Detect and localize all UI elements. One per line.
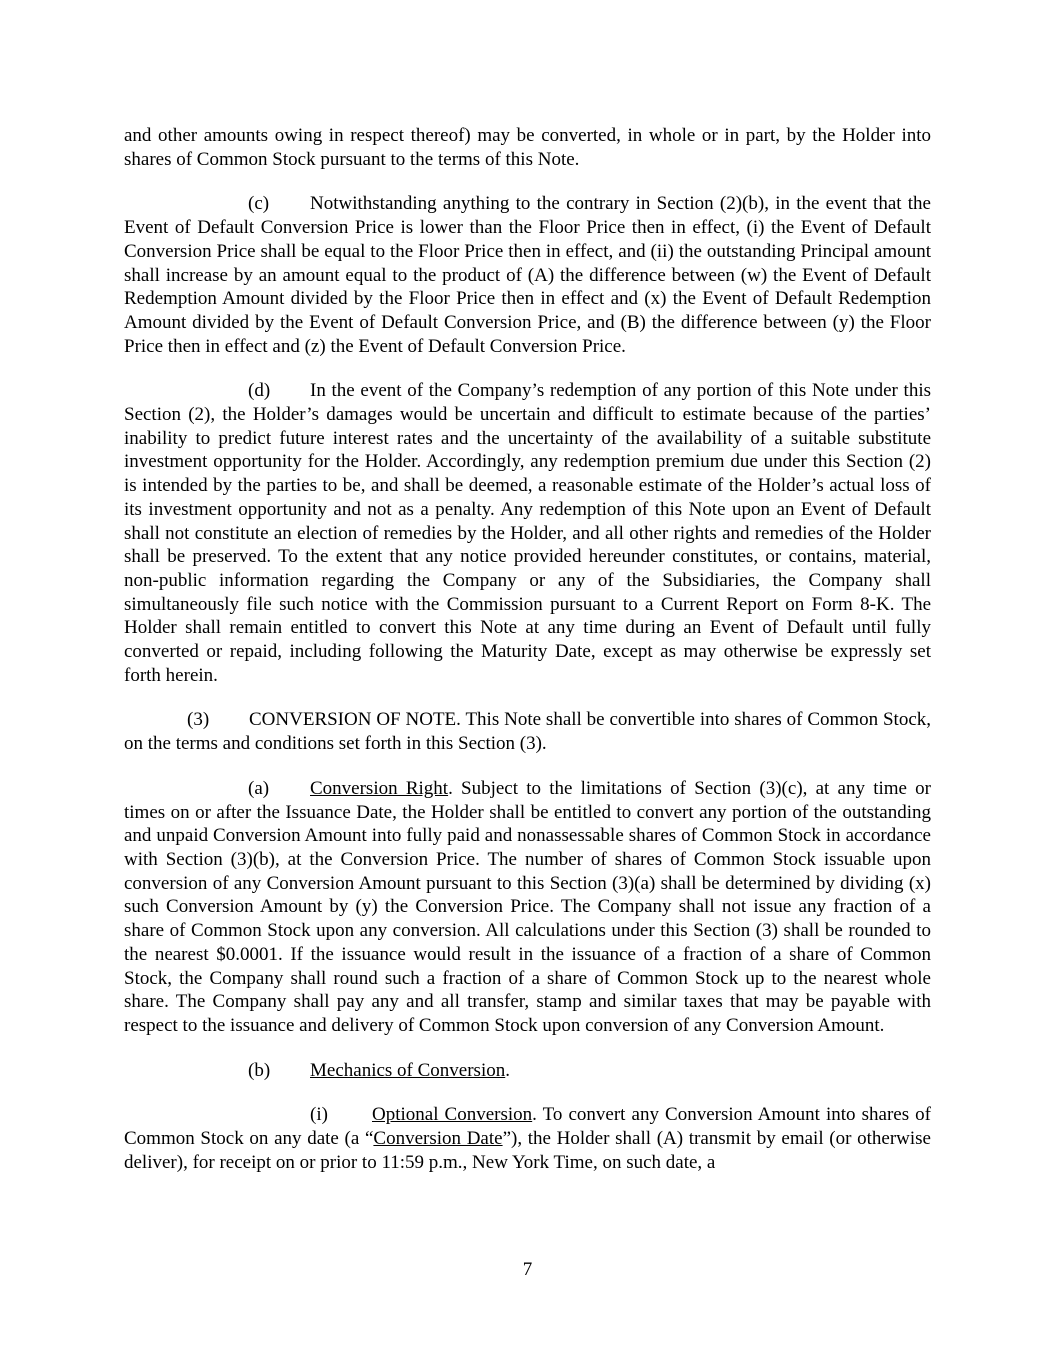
page-number: 7 xyxy=(522,1259,533,1280)
section-3bi-number: (i) xyxy=(310,1104,328,1126)
section-3-paragraph xyxy=(124,708,931,755)
section-3b-period: . xyxy=(505,1059,510,1081)
conversion-date-term: Conversion Date xyxy=(373,1128,503,1150)
section-3b-heading: Mechanics of Conversion xyxy=(310,1059,506,1081)
section-2c-number: (c) xyxy=(248,193,270,215)
section-3a-number: (a) xyxy=(248,777,270,799)
document-page xyxy=(124,124,931,1195)
section-3bi-paragraph xyxy=(124,1103,931,1174)
section-3a-text: . Subject to the limitations of Section (3)(c), at any time or times on or after the Issuance Date, the Holder shall be entitled to convert any portion of the outstanding and unpaid Conversion Amount into fully paid and nonassessable shares of Common Stock in accordance with Section (3)(b), at the Conversion Price. The number of shares of Common Stock issuable upon conversion of any Conversion Amount pursuant to this Section (3)(a) shall be determined by dividing (x) such Conversion Amount by (y) the Conversion Price. The Company shall not issue any fraction of a share of Common Stock upon any conversion. All calculations under this Section (3) shall be rounded to the nearest $0.0001. If the issuance would result in the issuance of a fraction of a share of Common Stock, the Company shall round such a fraction of a share of Common Stock up to the nearest whole share. The Company shall pay any and all transfer, stamp and similar taxes that may be payable with respect to the issuance and delivery of Common Stock upon conversion of any Conversion Amount. xyxy=(124,777,932,1036)
continuation-paragraph: and other amounts owing in respect thereof) may be converted, in whole or in part, by the Holder into shares of Common Stock pursuant to the terms of this Note. xyxy=(124,125,931,170)
section-2c-text: Notwithstanding anything to the contrary in Section (2)(b), in the event that the Event of Default Conversion Price is lower than the Floor Price then in effect, (i) the Event of Default Conversion Price shall be equal to the Floor Price then in effect, and (ii) the outstanding Principal amount shall increase by an amount equal to the product of (A) the difference between (w) the Event of Default Redemption Amount divided by the Floor Price then in effect and (x) the Event of Default Redemption Amount divided by the Event of Default Conversion Price, and (B) the difference between (y) the Floor Price then in effect and (z) the Event of Default Conversion Price. xyxy=(124,193,931,357)
section-3-text: CONVERSION OF NOTE. This Note shall be convertible into shares of Common Stock, on the terms and conditions set forth in this Section (3). xyxy=(124,709,931,755)
section-3bi-heading: Optional Conversion xyxy=(372,1104,533,1126)
section-2d-number: (d) xyxy=(248,380,271,402)
section-2c-paragraph xyxy=(124,192,931,358)
section-3a-paragraph xyxy=(124,777,931,1038)
section-3b-paragraph xyxy=(124,1059,931,1083)
section-3-number: (3) xyxy=(187,709,210,731)
section-2d-text: In the event of the Company’s redemption of any portion of this Note under this Section (2), the Holder’s damages would be uncertain and difficult to estimate because of the parties’ inability to predict future interest rates and the uncertainty of the availability of a suitable substitute investment opportunity for the Holder. Accordingly, any redemption premium due under this Section (2) is intended by the parties to be, and shall be deemed, a reasonable estimate of the Holder’s actual loss of its investment opportunity and not as a penalty. Any redemption of this Note upon an Event of Default shall not constitute an election of remedies by the Holder, and all other rights and remedies of the Holder shall be preserved. To the extent that any notice provided hereunder constitutes, or contains, material, non-public information regarding the Company or any of the Subsidiaries, the Company shall simultaneously file such notice with the Commission pursuant to a Current Report on Form 8-K. The Holder shall remain entitled to convert this Note at any time during an Event of Default until fully converted or repaid, including following the Maturity Date, except as may otherwise be expressly set forth herein. xyxy=(124,380,931,686)
section-3a-heading: Conversion Right xyxy=(310,777,449,799)
section-3bi-text-2: ”), the Holder shall (A) transmit by email (or otherwise deliver), for receipt on or prior to 11:59 p.m., New York Time, on such date, a xyxy=(124,1128,931,1173)
section-3b-number: (b) xyxy=(248,1059,271,1081)
section-3bi-text-1: . To convert any Conversion Amount into shares of Common Stock on any date (a “ xyxy=(124,1104,931,1150)
section-2d-paragraph xyxy=(124,379,931,687)
